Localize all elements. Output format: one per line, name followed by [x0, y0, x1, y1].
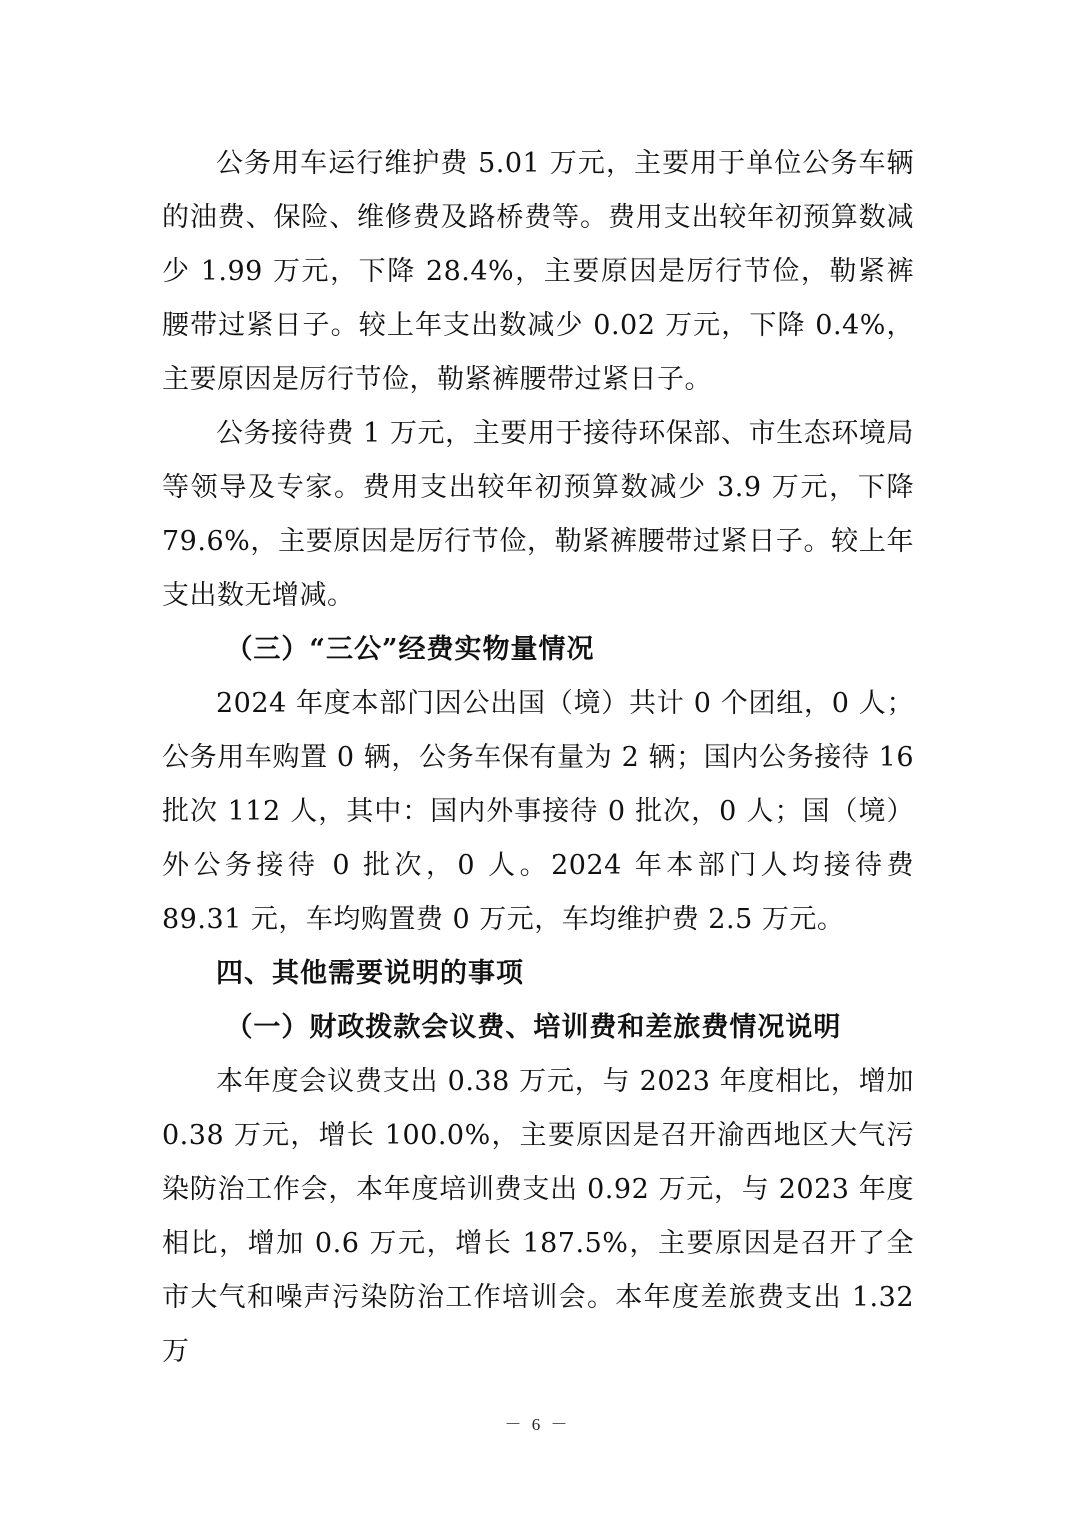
heading-section-4-sub1: （一）财政拨款会议费、培训费和差旅费情况说明 [225, 1012, 842, 1043]
heading-section-4: 四、其他需要说明的事项 [216, 958, 524, 989]
paragraph-reception: 公务接待费 1 万元，主要用于接待环保部、市生态环境局等领导及专家。费用支出较年初预算数减少 3.9 万元，下降 79.6%，主要原因是厉行节俭，勒紧裤腰带过紧日子。较上年支出数无增减。 [162, 418, 914, 611]
document-body [162, 137, 914, 1379]
paragraph-meeting-training-travel: 本年度会议费支出 0.38 万元，与 2023 年度相比，增加 0.38 万元，增长 100.0%，主要原因是召开渝西地区大气污染防治工作会，本年度培训费支出 0.92 万元，与 2023 年度相比，增加 0.6 万元，增长 187.5%，主要原因是召开了全市大气和噪声污染防治工作培训会。本年度差旅费支出 1.32 万 [162, 1066, 914, 1367]
page-number: － 6 － [504, 1415, 571, 1434]
heading-section-3-sub: （三）“三公”经费实物量情况 [225, 634, 595, 665]
paragraph-physical-quantity: 2024 年度本部门因公出国（境）共计 0 个团组，0 人；公务用车购置 0 辆，公务车保有量为 2 辆；国内公务接待 16 批次 112 人，其中：国内外事接待 0 批次，0 人；国（境）外公务接待 0 批次，0 人。2024 年本部门人均接待费 89.31 元，车均购置费 0 万元，车均维护费 2.5 万元。 [162, 688, 914, 935]
paragraph-car-maintenance: 公务用车运行维护费 5.01 万元，主要用于单位公务车辆的油费、保险、维修费及路桥费等。费用支出较年初预算数减少 1.99 万元，下降 28.4%，主要原因是厉行节俭，勒紧裤腰带过紧日子。较上年支出数减少 0.02 万元，下降 0.4%，主要原因是厉行节俭，勒紧裤腰带过紧日子。 [162, 148, 914, 395]
